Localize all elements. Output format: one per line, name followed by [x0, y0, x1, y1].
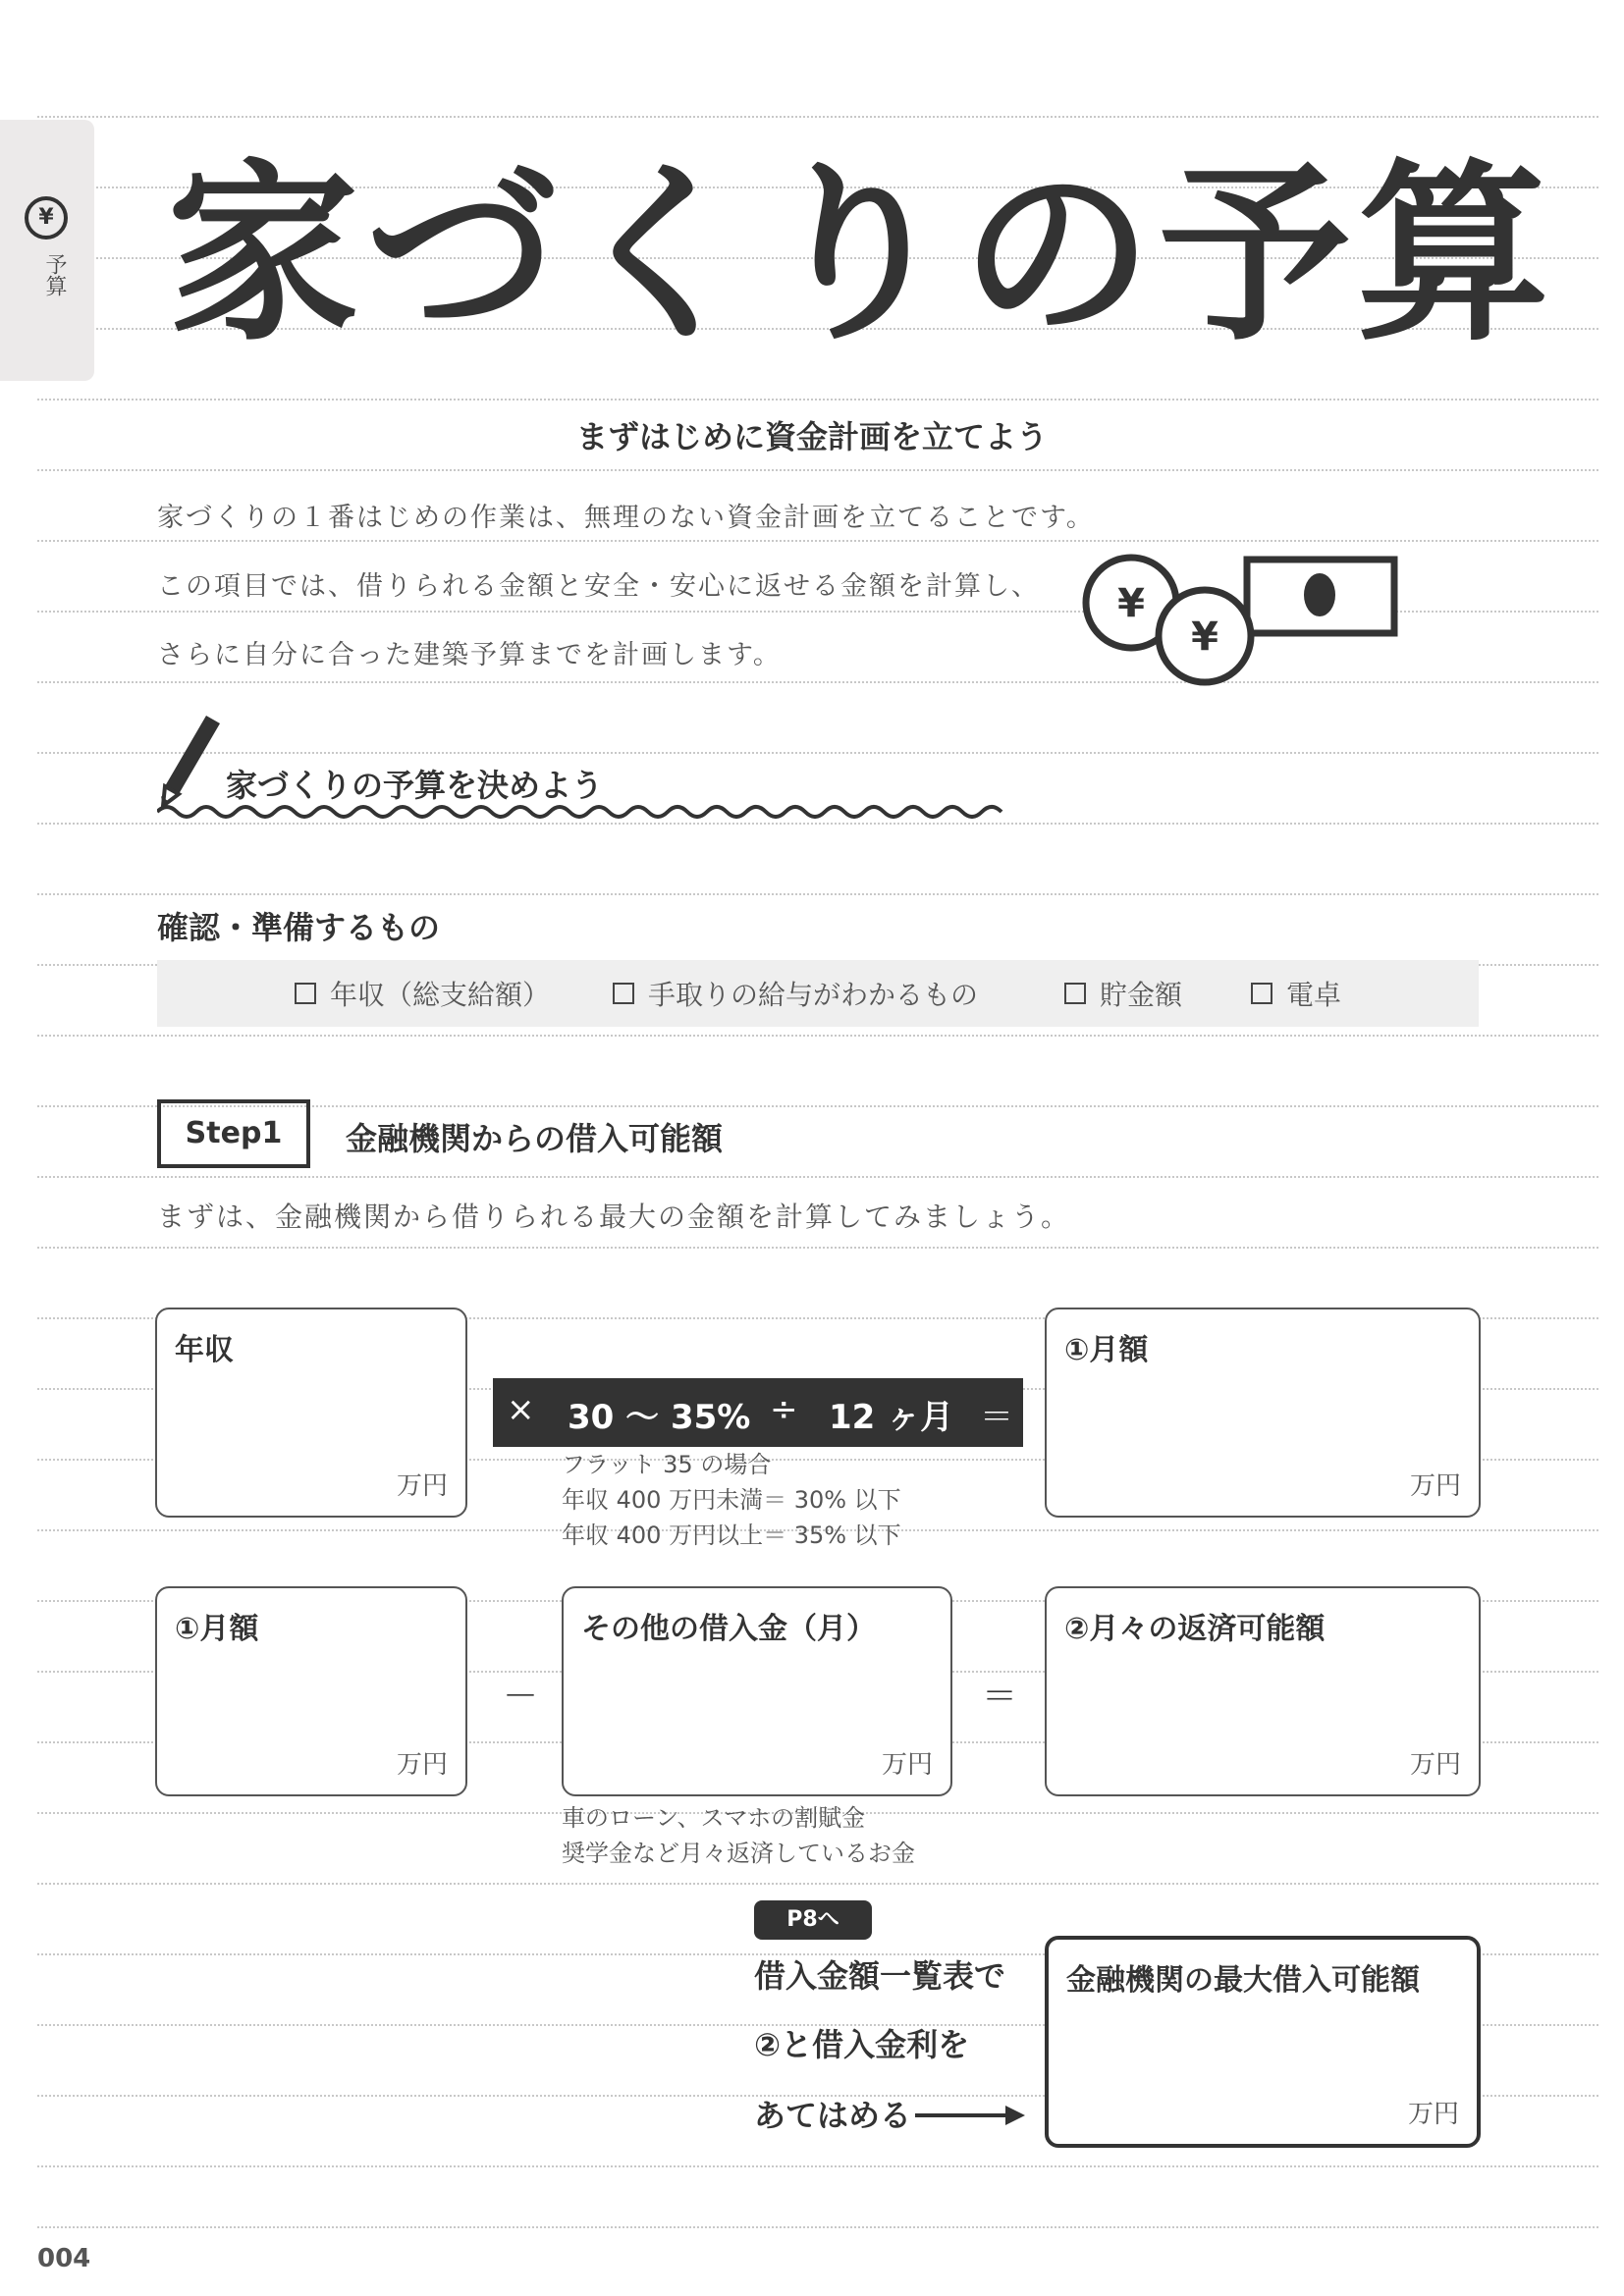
checkbox-icon[interactable] [1064, 983, 1086, 1004]
monthly-amount-box[interactable] [1045, 1308, 1481, 1518]
checklist-item-label: 手取りの給与がわかるもの [648, 979, 979, 1011]
instruction-line-2: ②と借入金利を [754, 2026, 970, 2063]
intro-line-2: この項目では、借りられる金額と安全・安心に返せる金額を計算し、 [157, 571, 1040, 602]
other-loans-box[interactable] [562, 1586, 952, 1796]
coin-symbol-2: ¥ [1191, 614, 1218, 660]
divide-operator: ÷ [770, 1390, 798, 1429]
monthly-repayable-box[interactable] [1045, 1586, 1481, 1796]
flat35-note-2: 年収 400 万円未満＝ 30% 以下 [562, 1486, 901, 1514]
box-label: 年収 [175, 1333, 234, 1367]
pencil-icon [157, 712, 226, 810]
checklist-item-label: 電卓 [1286, 979, 1342, 1011]
side-tab-label: 予算 [42, 253, 67, 296]
checklist-item-label: 年収（総支給額） [330, 979, 551, 1011]
checklist-item-pay-slip[interactable] [613, 974, 978, 1013]
box-label: その他の借入金（月） [581, 1612, 876, 1646]
intro-line-1: 家づくりの１番はじめの作業は、無理のない資金計画を立てることです。 [157, 503, 1095, 533]
instruction-line-1: 借入金額一覧表で [754, 1957, 1006, 1995]
arrow-right-icon [915, 2101, 1025, 2130]
coin-symbol-1: ¥ [1117, 581, 1145, 626]
unit-label: 万円 [1409, 1750, 1461, 1780]
checkbox-icon[interactable] [613, 983, 634, 1004]
unit-label: 万円 [881, 1750, 933, 1780]
checklist-item-savings[interactable] [1064, 974, 1182, 1013]
max-loan-box[interactable] [1045, 1936, 1481, 2148]
instruction-line-3: あてはめる [754, 2097, 912, 2134]
formula-bar [493, 1378, 1023, 1447]
checkbox-icon[interactable] [1251, 983, 1272, 1004]
prep-heading: 確認・準備するもの [157, 909, 441, 946]
box-label: ①月額 [175, 1612, 259, 1646]
side-tab [0, 120, 94, 381]
checkbox-icon[interactable] [295, 983, 316, 1004]
yen-icon: ¥ [25, 196, 68, 240]
times-operator: × [507, 1390, 535, 1429]
section-heading: 家づくりの予算を決めよう [226, 767, 604, 804]
flat35-note-3: 年収 400 万円以上＝ 35% 以下 [562, 1522, 901, 1549]
box-label: ①月額 [1064, 1333, 1149, 1367]
checklist [157, 960, 1479, 1027]
months-value: 12 ヶ月 [829, 1398, 954, 1437]
coins-and-bill-icon [1080, 550, 1414, 697]
unit-label: 万円 [396, 1750, 448, 1780]
box-label: ②月々の返済可能額 [1064, 1612, 1326, 1646]
box-label: 金融機関の最大借入可能額 [1066, 1963, 1420, 1998]
other-loans-note-2: 奨学金など月々返済しているお金 [562, 1840, 915, 1867]
intro-line-3: さらに自分に合った建築予算までを計画します。 [157, 640, 782, 670]
checklist-item-income[interactable] [295, 974, 550, 1013]
step-title: 金融機関からの借入可能額 [346, 1120, 724, 1157]
rate-value: 30 ～ 35% [568, 1398, 751, 1437]
minus-operator: － [503, 1677, 539, 1717]
wavy-underline [157, 800, 1011, 824]
other-loans-note-1: 車のローン、スマホの割賦金 [562, 1804, 866, 1832]
annual-income-box[interactable] [155, 1308, 467, 1518]
step-badge: Step1 [157, 1099, 310, 1168]
equals-operator: ＝ [980, 1398, 1013, 1437]
checklist-item-label: 貯金額 [1100, 979, 1183, 1011]
page-title: 家づくりの予算 [167, 143, 1556, 367]
checklist-item-calculator[interactable] [1251, 974, 1341, 1013]
unit-label: 万円 [396, 1471, 448, 1501]
flat35-note-1: フラット 35 の場合 [562, 1451, 772, 1478]
page-reference-pill[interactable]: P8へ [754, 1900, 872, 1940]
step-description: まずは、金融機関から借りられる最大の金額を計算してみましょう。 [157, 1201, 1071, 1233]
page-subtitle: まずはじめに資金計画を立てよう [575, 418, 1048, 455]
unit-label: 万円 [1407, 2100, 1459, 2129]
equals-operator: ＝ [982, 1677, 1018, 1717]
page-number: 004 [37, 2244, 91, 2273]
unit-label: 万円 [1409, 1471, 1461, 1501]
monthly-amount-input-box[interactable] [155, 1586, 467, 1796]
